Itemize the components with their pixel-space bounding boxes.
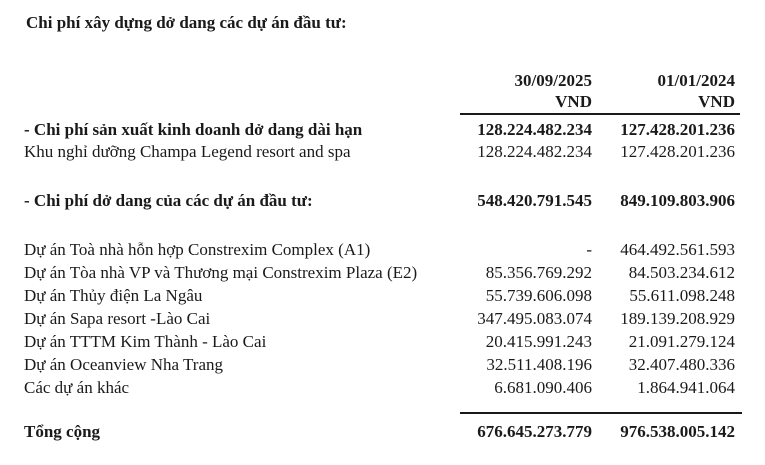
table-row — [0, 142, 765, 164]
row-value-2025: 55.739.606.098 — [485, 286, 592, 305]
table-row-subtotal-investment — [0, 191, 765, 213]
row-label: Dự án Sapa resort -Lào Cai — [24, 309, 211, 328]
row-value-2025: 6.681.090.406 — [494, 378, 592, 397]
row-value-2025: 128.224.482.234 — [477, 120, 592, 139]
row-label: Khu nghỉ dưỡng Champa Legend resort and spa — [24, 142, 351, 161]
row-value-2025: - — [586, 240, 592, 259]
table-row — [0, 332, 765, 354]
row-value-2025: 128.224.482.234 — [477, 142, 592, 161]
column-header-unit-2: VND — [698, 92, 735, 111]
row-value-2025: 676.645.273.779 — [477, 422, 592, 441]
header-divider — [460, 113, 740, 115]
row-value-2024: 32.407.480.336 — [628, 355, 735, 374]
table-row — [0, 378, 765, 400]
row-value-2025: 347.495.083.074 — [477, 309, 592, 328]
total-divider — [460, 412, 742, 414]
row-label: Dự án Tòa nhà VP và Thương mại Constrexim Plaza (E2) — [24, 263, 418, 282]
table-row — [0, 355, 765, 377]
table-row — [0, 309, 765, 331]
table-row-subtotal-long-term — [0, 120, 765, 142]
table-row-total — [0, 422, 765, 444]
row-label: Dự án Thủy điện La Ngâu — [24, 286, 203, 305]
row-value-2024: 464.492.561.593 — [620, 240, 735, 259]
row-value-2024: 1.864.941.064 — [637, 378, 735, 397]
row-value-2024: 127.428.201.236 — [620, 120, 735, 139]
table-row — [0, 286, 765, 308]
row-value-2024: 127.428.201.236 — [620, 142, 735, 161]
section-title: Chi phí xây dựng dở dang các dự án đầu tư: — [26, 13, 347, 32]
row-value-2024: 84.503.234.612 — [628, 263, 735, 282]
row-value-2024: 55.611.098.248 — [629, 286, 735, 305]
row-label: Dự án TTTM Kim Thành - Lào Cai — [24, 332, 267, 351]
row-value-2025: 32.511.408.196 — [486, 355, 592, 374]
row-label: - Chi phí dở dang của các dự án đầu tư: — [24, 191, 313, 210]
row-value-2024: 849.109.803.906 — [620, 191, 735, 210]
row-label: Dự án Oceanview Nha Trang — [24, 355, 224, 374]
table-row — [0, 240, 765, 262]
row-value-2025: 548.420.791.545 — [477, 191, 592, 210]
row-value-2024: 21.091.279.124 — [628, 332, 735, 351]
row-value-2025: 20.415.991.243 — [485, 332, 592, 351]
row-label: Tổng cộng — [24, 422, 101, 441]
row-label: Các dự án khác — [24, 378, 130, 397]
row-value-2024: 976.538.005.142 — [620, 422, 735, 441]
row-value-2025: 85.356.769.292 — [485, 263, 592, 282]
column-header-unit-1: VND — [555, 92, 592, 111]
table-row — [0, 263, 765, 285]
row-label: - Chi phí sản xuất kinh doanh dở dang dài hạn — [24, 120, 363, 139]
row-value-2024: 189.139.208.929 — [620, 309, 735, 328]
column-header-date-2: 01/01/2024 — [657, 71, 735, 90]
column-header-date-1: 30/09/2025 — [514, 71, 592, 90]
row-label: Dự án Toà nhà hỗn hợp Constrexim Complex (A1) — [24, 240, 371, 259]
